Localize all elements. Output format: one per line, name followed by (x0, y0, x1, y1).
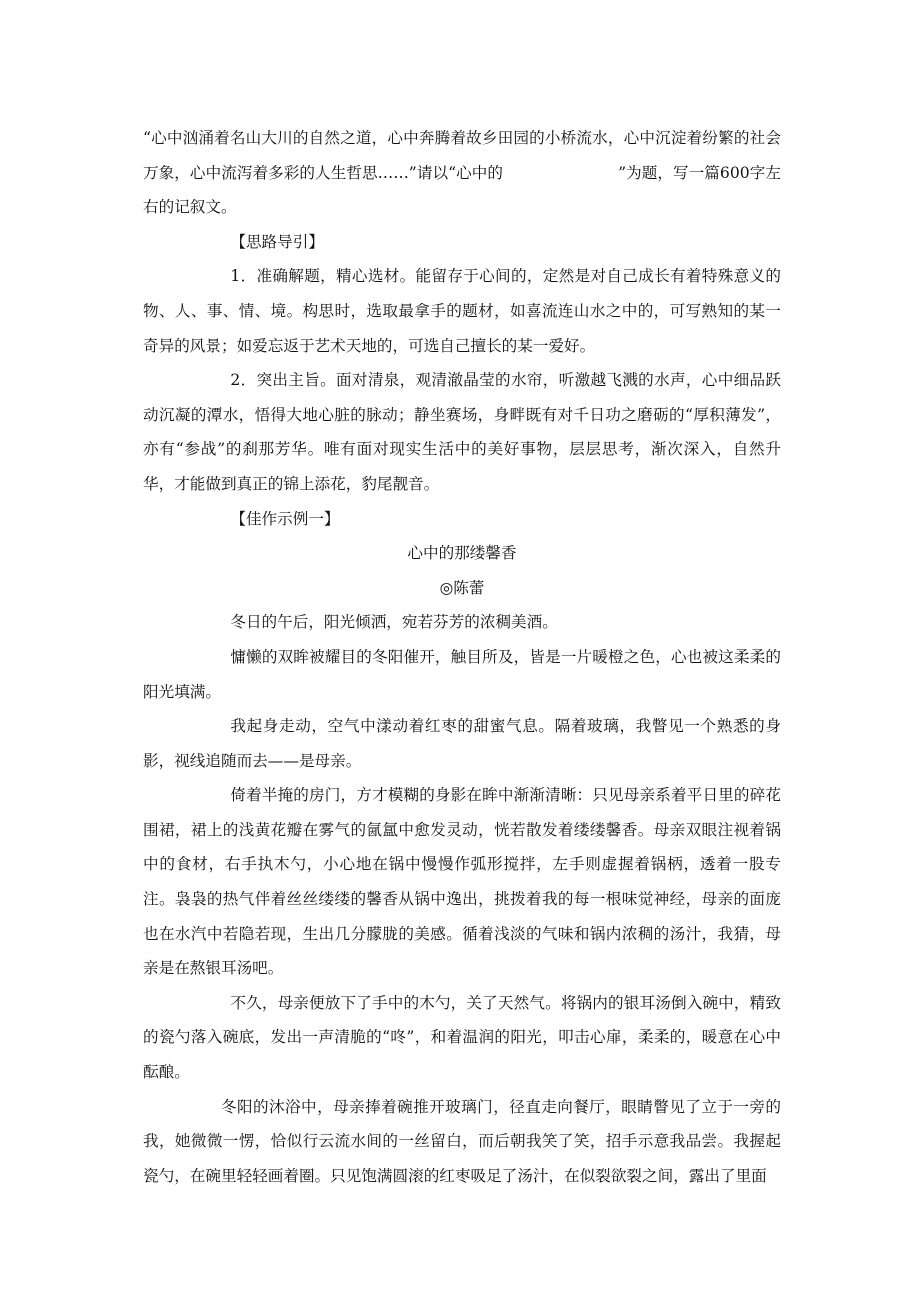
document-page (143, 121, 781, 1193)
essay-paragraph-2: 慵懒的双眸被耀目的冬阳催开，触目所及，皆是一片暖橙之色，心也被这柔柔的阳光填满。 (143, 647, 781, 701)
prompt-text-after-blank: ”为题，写一篇600字左右的记叙文。 (143, 163, 781, 217)
example-heading: 【佳作示例一】 (230, 509, 340, 528)
guide-point-1: 1．准确解题，精心选材。能留存于心间的，定然是对自己成长有着特殊意义的物、人、事、情、境。构思时，选取最拿手的题材，如喜流连山水之中的，可写熟知的某一奇异的风景；如爱忘返于艺术天地的，可选自己擅长的某一爱好。 (143, 267, 781, 355)
guide-heading: 【思路导引】 (230, 232, 324, 251)
writing-prompt (143, 121, 781, 225)
essay-title: 心中的那缕馨香 (407, 544, 517, 563)
prompt-text-before-blank: “心中汹涌着名山大川的自然之道，心中奔腾着故乡田园的小桥流水，心中沉淀着纷繁的社会万象，心中流泻着多彩的人生哲思……”请以“心中的 (143, 129, 781, 182)
essay-paragraph-6: 冬阳的沐浴中，母亲捧着碗推开玻璃门，径直走向餐厅，眼睛瞥见了立于一旁的我，她微微一愣，恰似行云流水间的一丝留白，而后朝我笑了笑，招手示意我品尝。我握起瓷勺，在碗里轻轻画着圈。只见饱满圆滚的红枣吸足了汤汁，在似裂欲裂之间，露出了里面 (143, 1097, 781, 1185)
guide-point-2: 2．突出主旨。面对清泉，观清澈晶莹的水帘，听激越飞溅的水声，心中细品跃动沉凝的潭水，悟得大地心脏的脉动；静坐赛场，身畔既有对千日功之磨砺的“厚积薄发”，亦有“参战”的刹那芳华。唯有面对现实生活中的美好事物，层层思考，渐次深入，自然升华，才能做到真正的锦上添花，豹尾靓音。 (143, 371, 781, 493)
essay-paragraph-4: 倚着半掩的房门，方才模糊的身影在眸中渐渐清晰：只见母亲系着平日里的碎花围裙，裙上的浅黄花瓣在雾气的氤氲中愈发灵动，恍若散发着缕缕馨香。母亲双眼注视着锅中的食材，右手执木勺，小心地在锅中慢慢作弧形搅拌，左手则虚握着锅柄，透着一股专注。袅袅的热气伴着丝丝缕缕的馨香从锅中逸出，挑拨着我的每一根味觉神经，母亲的面庞也在水汽中若隐若现，生出几分朦胧的美感。循着浅淡的气味和锅内浓稠的汤汁，我猜，母亲是在熬银耳汤吧。 (143, 786, 781, 978)
essay-author: ◎陈蕾 (439, 578, 485, 597)
essay-paragraph-1: 冬日的午后，阳光倾洒，宛若芬芳的浓稠美酒。 (230, 613, 558, 632)
essay-paragraph-3: 我起身走动，空气中漾动着红枣的甜蜜气息。隔着玻璃，我瞥见一个熟悉的身影，视线追随而去——是母亲。 (143, 717, 781, 770)
essay-paragraph-5: 不久，母亲便放下了手中的木勺，关了天然气。将锅内的银耳汤倒入碗中，精致的瓷勺落入碗底，发出一声清脆的“咚”，和着温润的阳光，叩击心扉，柔柔的，暖意在心中酝酿。 (143, 993, 781, 1082)
